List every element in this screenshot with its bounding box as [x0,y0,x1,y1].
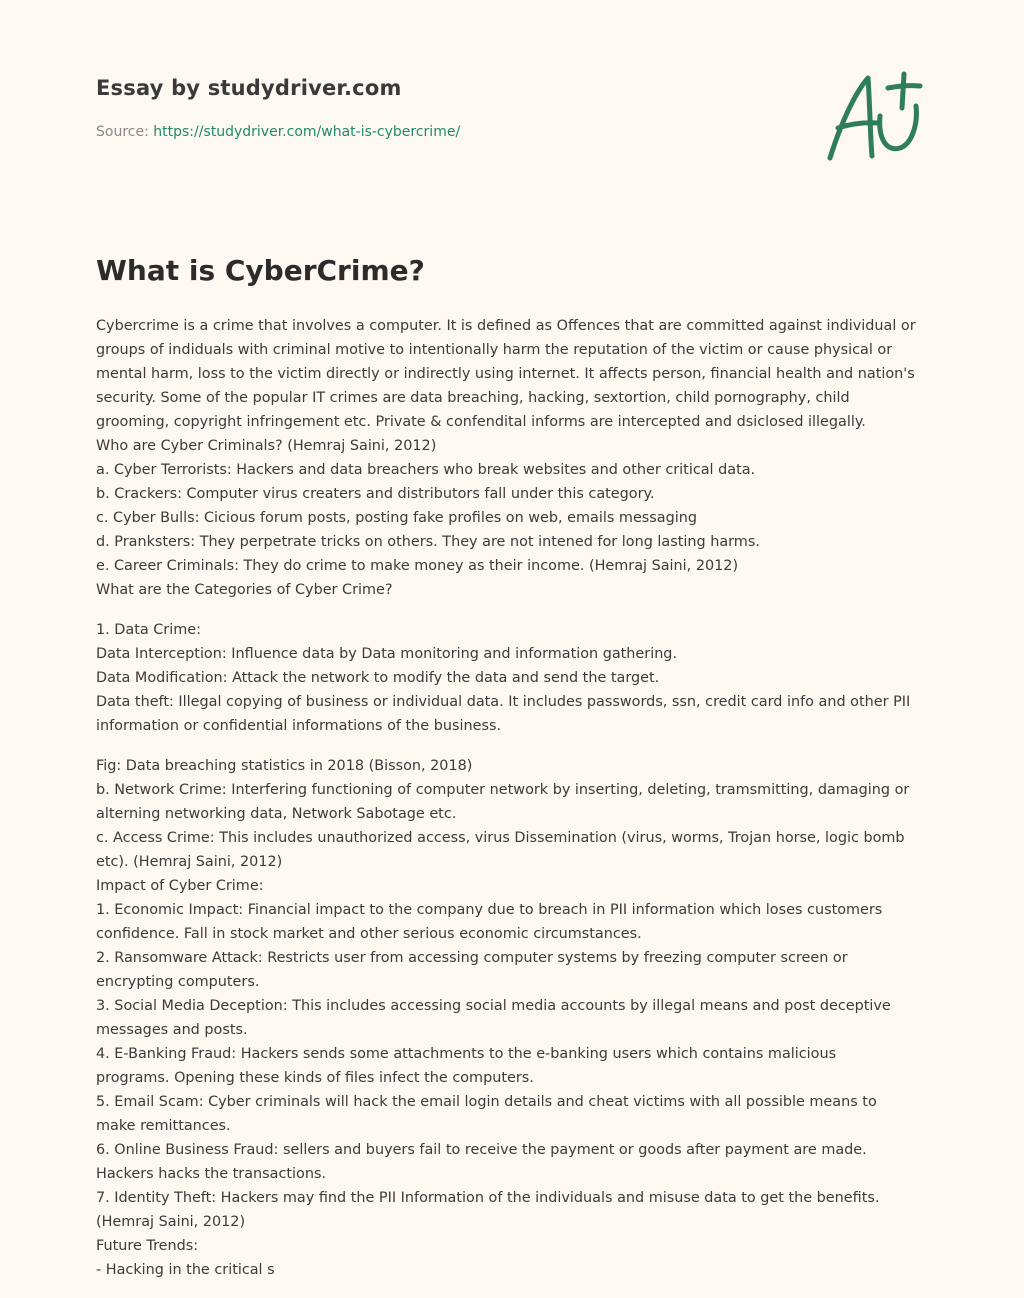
body-line: confidence. Fall in stock market and other serious economic circumstances. [96,926,642,942]
source-label: Source: [96,124,149,140]
body-line: Cybercrime is a crime that involves a computer. It is defined as Offences that are committed against individual or [96,318,916,334]
body-line: d. Pranksters: They perpetrate tricks on others. They are not intened for long lasting harms. [96,534,760,550]
body-line: 2. Ransomware Attack: Restricts user from accessing computer systems by freezing computer screen or [96,950,848,966]
body-line: mental harm, loss to the victim directly or indirectly using internet. It affects person, financial health and nation's [96,366,915,382]
site-title: Essay by studydriver.com [96,76,402,100]
body-line: (Hemraj Saini, 2012) [96,1214,246,1230]
body-line: b. Crackers: Computer virus creaters and distributors fall under this category. [96,486,655,502]
body-line: a. Cyber Terrorists: Hackers and data breachers who break websites and other critical data. [96,462,756,478]
body-line: 6. Online Business Fraud: sellers and buyers fail to receive the payment or goods after payment are made. [96,1142,867,1158]
body-line: programs. Opening these kinds of files infect the computers. [96,1070,534,1086]
a-plus-icon [820,66,930,166]
body-line: 7. Identity Theft: Hackers may find the PII Information of the individuals and misuse data to get the benefits. [96,1190,880,1206]
body-line: Data theft: Illegal copying of business or individual data. It includes passwords, ssn, credit card info and other PII [96,694,911,710]
body-line: Impact of Cyber Crime: [96,878,264,894]
paragraph-gap [96,738,932,754]
paragraph-gap [96,602,932,618]
body-line: 1. Economic Impact: Financial impact to the company due to breach in PII information which loses customers [96,902,883,918]
body-line: b. Network Crime: Interfering functioning of computer network by inserting, deleting, tramsmitting, damaging or [96,782,910,798]
body-line: Data Modification: Attack the network to modify the data and send the target. [96,670,660,686]
body-line: 3. Social Media Deception: This includes accessing social media accounts by illegal means and post deceptive [96,998,891,1014]
body-line: Fig: Data breaching statistics in 2018 (Bisson, 2018) [96,758,473,774]
body-line: What are the Categories of Cyber Crime? [96,582,393,598]
body-line: Who are Cyber Criminals? (Hemraj Saini, 2012) [96,438,437,454]
body-line: security. Some of the popular IT crimes are data breaching, hacking, sextortion, child pornography, child [96,390,850,406]
body-line: - Hacking in the critical s [96,1262,275,1278]
body-line: grooming, copyright infringement etc. Private & confendital informs are intercepted and dsiclosed illegally. [96,414,866,430]
body-line: Future Trends: [96,1238,199,1254]
body-line: Data Interception: Influence data by Data monitoring and information gathering. [96,646,678,662]
body-line: Hackers hacks the transactions. [96,1166,327,1182]
essay-body [96,314,932,1282]
body-line: 1. Data Crime: [96,622,201,638]
body-line: c. Access Crime: This includes unauthorized access, virus Dissemination (virus, worms, Trojan horse, logic bomb [96,830,905,846]
body-line: information or confidential informations of the business. [96,718,502,734]
body-line: 5. Email Scam: Cyber criminals will hack the email login details and cheat victims with all possible means to [96,1094,877,1110]
body-line: alterning networking data, Network Sabotage etc. [96,806,457,822]
page-title: What is CyberCrime? [96,254,425,287]
body-line: e. Career Criminals: They do crime to make money as their income. (Hemraj Saini, 2012) [96,558,739,574]
body-line: make remittances. [96,1118,231,1134]
body-line: c. Cyber Bulls: Cicious forum posts, posting fake profiles on web, emails messaging [96,510,697,526]
body-line: etc). (Hemraj Saini, 2012) [96,854,283,870]
source-line [96,124,460,140]
source-link[interactable]: https://studydriver.com/what-is-cybercrime/ [153,124,461,140]
body-line: encrypting computers. [96,974,260,990]
body-line: messages and posts. [96,1022,248,1038]
body-line: groups of indiduals with criminal motive to intentionally harm the reputation of the victim or cause physical or [96,342,893,358]
body-line: 4. E-Banking Fraud: Hackers sends some attachments to the e-banking users which contains malicious [96,1046,837,1062]
